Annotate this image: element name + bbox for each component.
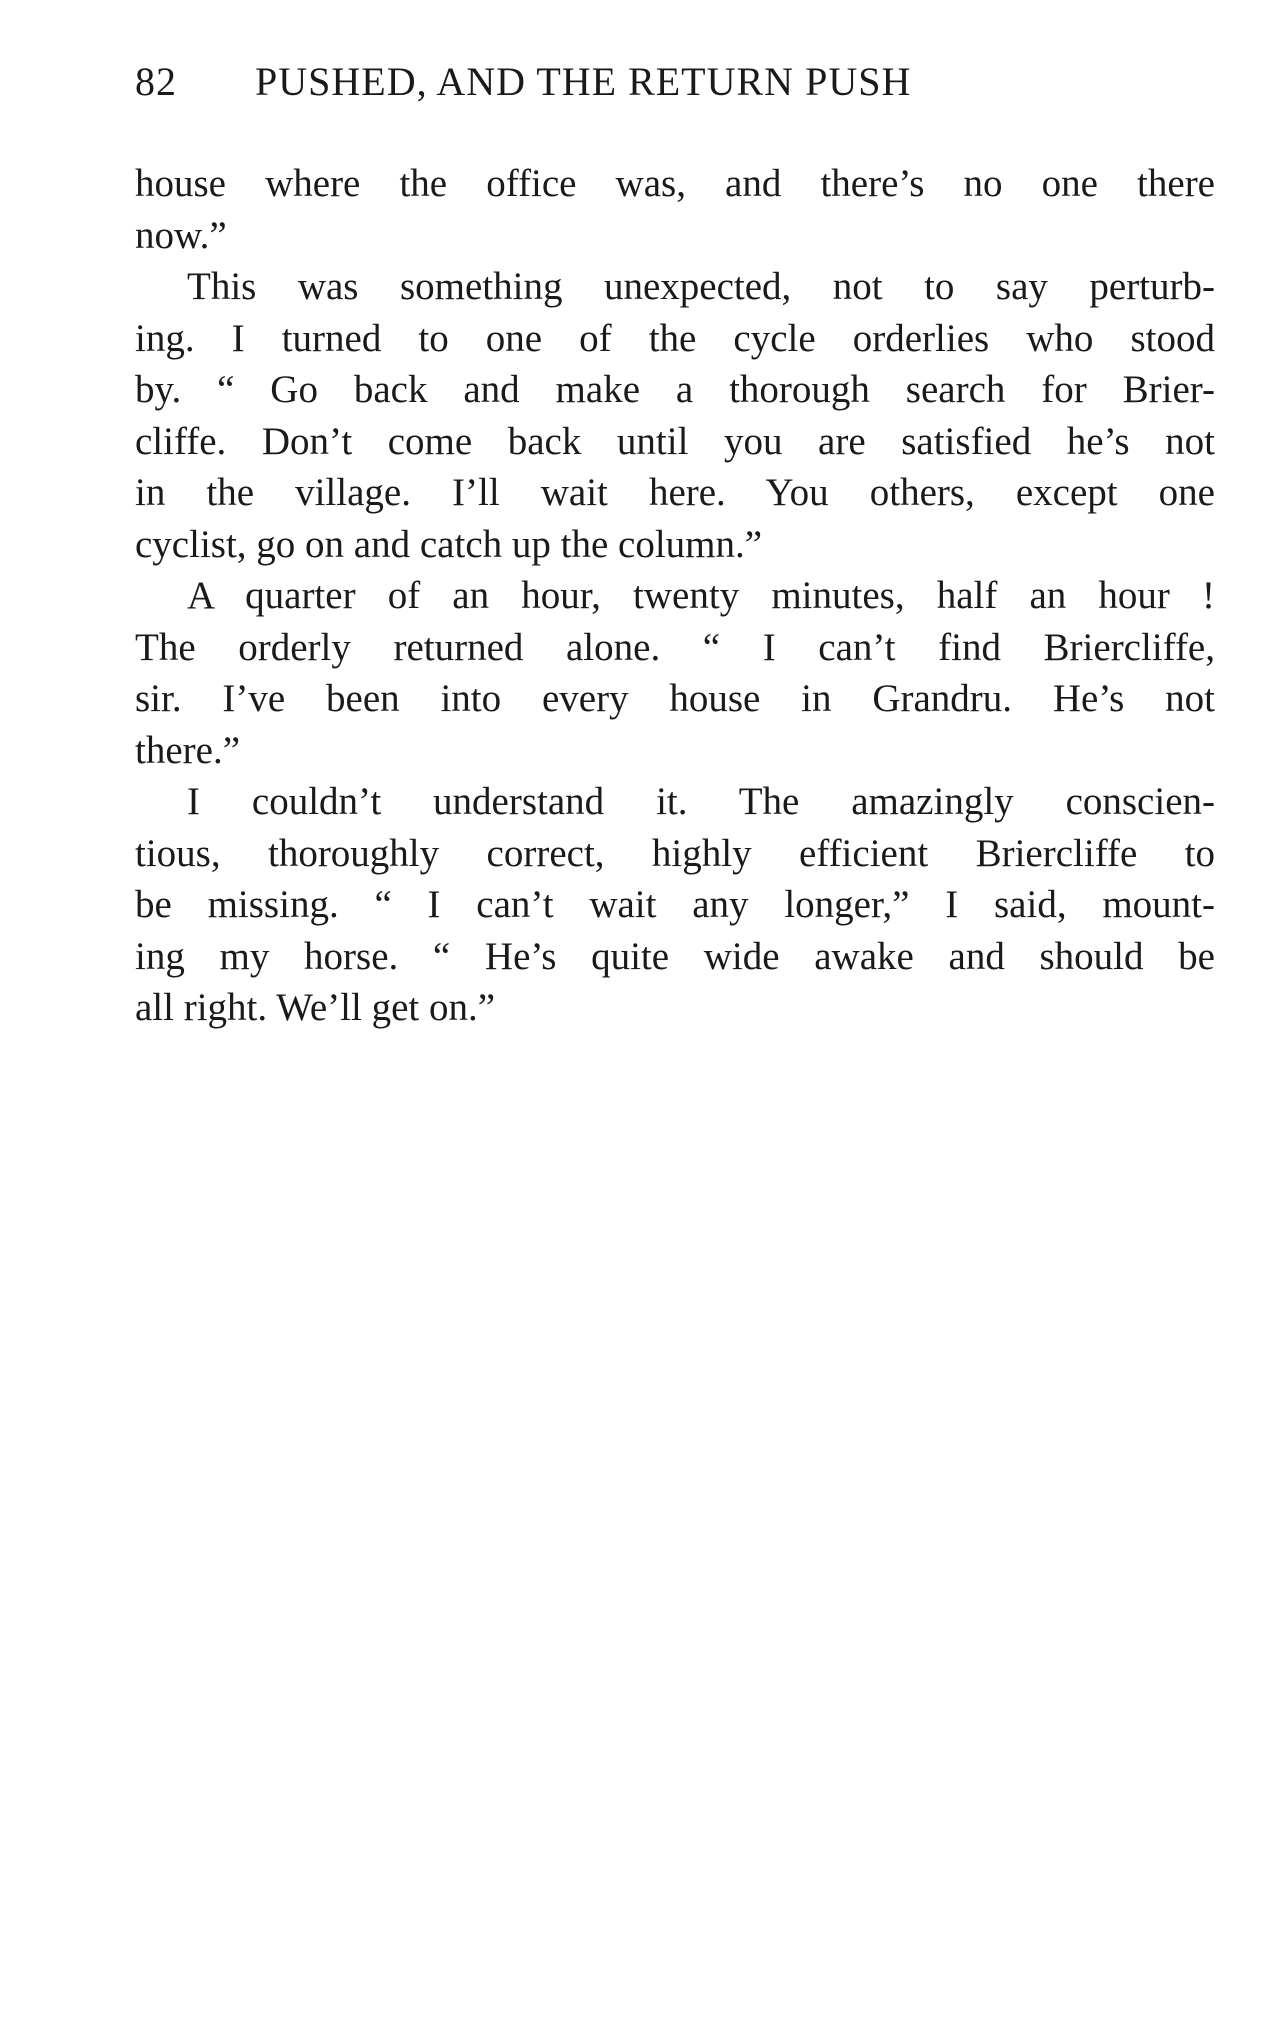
text-line: sir. I’ve been into every house in Grandru. He’s not	[135, 677, 1215, 720]
text-line: A quarter of an hour, twenty minutes, half an hour !	[187, 574, 1215, 617]
text-line: This was something unexpected, not to say perturb-	[187, 265, 1215, 308]
text-line: The orderly returned alone. “ I can’t find Briercliffe,	[135, 625, 1215, 669]
text-line: tious, thoroughly correct, highly efficient Briercliffe to	[135, 831, 1215, 875]
text-line: there.”	[135, 728, 241, 772]
body-text	[135, 158, 1215, 1034]
text-line: cyclist, go on and catch up the column.”	[135, 522, 763, 566]
text-line: be missing. “ I can’t wait any longer,” I said, mount-	[135, 883, 1215, 926]
running-title: PUSHED, AND THE RETURN PUSH	[255, 59, 912, 104]
text-line: cliffe. Don’t come back until you are satisfied he’s not	[135, 419, 1215, 463]
text-line: in the village. I’ll wait here. You others, except one	[135, 471, 1215, 514]
text-line: house where the office was, and there’s no one there	[135, 162, 1215, 205]
text-line: all right. We’ll get on.”	[135, 986, 496, 1029]
text-line: I couldn’t understand it. The amazingly conscien-	[187, 780, 1215, 823]
text-line: ing my horse. “ He’s quite wide awake and should be	[135, 934, 1215, 978]
text-line: by. “ Go back and make a thorough search for Brier-	[135, 368, 1215, 411]
page-number: 82	[135, 59, 177, 104]
running-head	[135, 58, 1135, 118]
text-line: now.”	[135, 213, 227, 257]
text-line: ing. I turned to one of the cycle orderlies who stood	[135, 316, 1215, 360]
